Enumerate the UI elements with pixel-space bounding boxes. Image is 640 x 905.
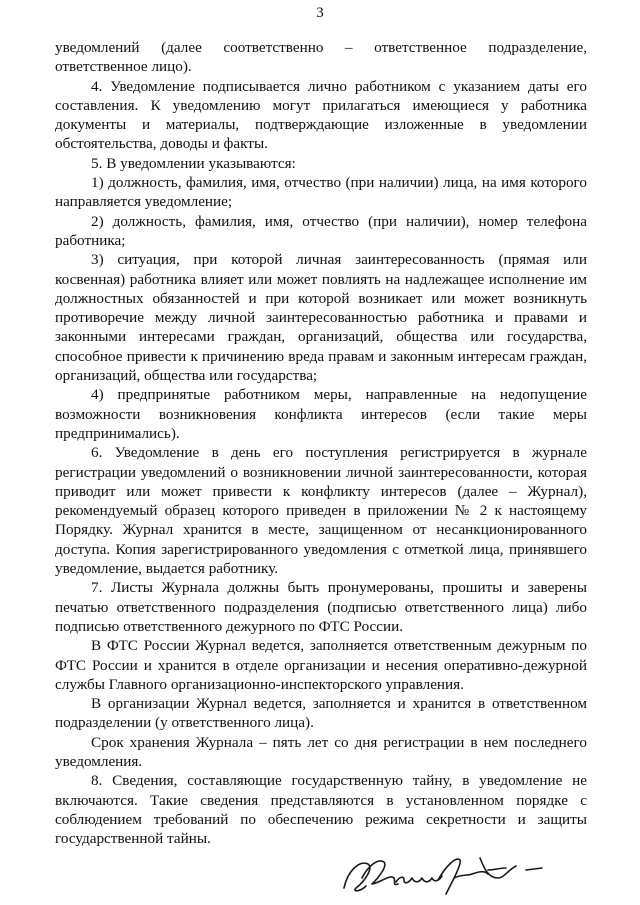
document-body [55,38,587,848]
paragraph-item-7: 7. Листы Журнала должны быть пронумерованы, прошиты и заверены печатью ответственного подразделения (подписью ответственного лица) либо подписью ответственного дежурного по ФТС России. [55,579,587,635]
paragraph-organization-journal: В организации Журнал ведется, заполняется и хранится в ответственном подразделении (у ответственного лица). [55,695,587,732]
paragraph-fts-journal: В ФТС России Журнал ведется, заполняется ответственным дежурным по ФТС России и хранится в отделе организации и несения оперативно-дежурной службы Главного организационно-инспекторского управления. [55,637,587,693]
paragraph-item-6: 6. Уведомление в день его поступления регистрируется в журнале регистрации уведомлений о возникновении личной заинтересованности, которая приводит или может привести к конфликту интересов (далее – Журнал), рекомендуемый образец которого приведен в приложении № 2 к настоящему Порядку. Журнал хранится в месте, защищенном от несанкционированного доступа. Копия зарегистрированного уведомления с отметкой лица, принявшего уведомление, выдается работнику. [55,444,587,578]
paragraph-item-8: 8. Сведения, составляющие государственную тайну, в уведомление не включаются. Такие сведения представляются в установленном порядке с соблюдением требований по обеспечению режима секретности и защиты государственной тайны. [55,772,587,848]
handwritten-signature [338,848,552,900]
paragraph-retention: Срок хранения Журнала – пять лет со дня регистрации в нем последнего уведомления. [55,733,587,770]
subitem-3: 3) ситуация, при которой личная заинтересованность (прямая или косвенная) работника влияет или может повлиять на надлежащее исполнение им должностных обязанностей и при которой возникает или может возникнуть противоречие между личной заинтересованностью работника и правами и законными интересами граждан, организаций, общества или государства, способное привести к причинению вреда правам и законным интересам граждан, организаций, общества или государства; [55,251,587,385]
subitem-2: 2) должность, фамилия, имя, отчество (при наличии), номер телефона работника; [55,212,587,249]
paragraph-continuation: уведомлений (далее соответственно – ответственное подразделение, ответственное лицо). [55,39,587,76]
subitem-1: 1) должность, фамилия, имя, отчество (при наличии) лица, на имя которого направляется уведомление; [55,174,587,211]
paragraph-item-4: 4. Уведомление подписывается лично работником с указанием даты его составления. К уведомлению могут прилагаться имеющиеся у работника документы и материалы, подтверждающие изложенные в уведомлении обстоятельства, доводы и факты. [55,77,587,153]
subitem-4: 4) предпринятые работником меры, направленные на недопущение возможности возникновения конфликта интересов (если такие меры предпринимались). [55,386,587,442]
page-number: 3 [316,5,324,21]
paragraph-item-5: 5. В уведомлении указываются: [91,154,296,172]
